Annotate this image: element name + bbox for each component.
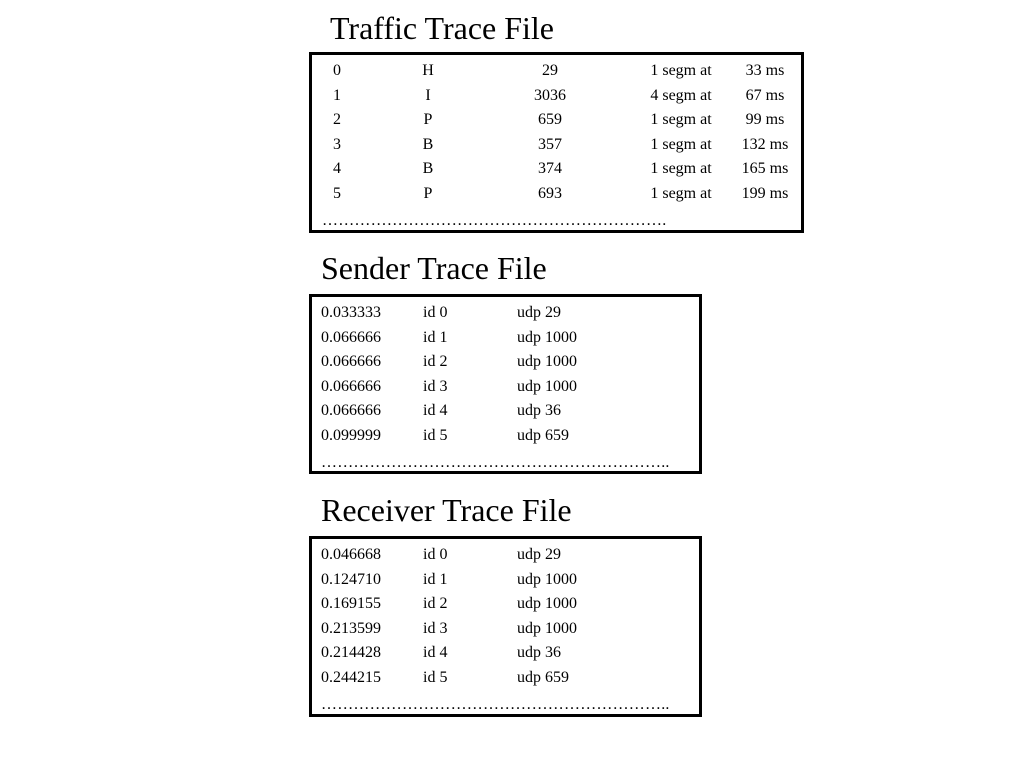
packet-id: id 1 (423, 328, 448, 346)
traffic-row (312, 59, 801, 83)
traffic-trace-ellipsis: ………………………………………………………. (322, 212, 667, 229)
event-time: 0.066666 (321, 353, 381, 370)
packet-id: id 1 (423, 570, 448, 588)
packet-info: udp 1000 (517, 353, 577, 370)
packet-info: udp 1000 (517, 328, 577, 346)
frame-type: B (422, 135, 434, 153)
packet-info: udp 1000 (517, 377, 577, 395)
event-time: 0.244215 (321, 668, 381, 686)
sender-trace-title: Sender Trace File (321, 250, 547, 286)
frame-number: 2 (333, 111, 341, 128)
receiver-trace-title: Receiver Trace File (321, 492, 572, 528)
frame-type: H (422, 62, 434, 79)
frame-time: 199 ms (741, 184, 789, 202)
event-time: 0.213599 (321, 619, 381, 637)
segment-count: 1 segm at (650, 62, 712, 79)
traffic-trace-box (309, 52, 804, 233)
packet-id: id 5 (423, 668, 448, 686)
traffic-trace-title: Traffic Trace File (330, 10, 554, 46)
sender-row (312, 301, 699, 325)
frame-size: 659 (538, 111, 562, 128)
receiver-row (312, 617, 699, 641)
sender-row (312, 350, 699, 374)
frame-size: 357 (538, 135, 562, 153)
frame-type: P (423, 111, 433, 128)
packet-id: id 3 (423, 619, 448, 637)
sender-row (312, 399, 699, 423)
packet-info: udp 36 (517, 402, 561, 419)
event-time: 0.214428 (321, 644, 381, 661)
packet-id: id 4 (423, 402, 448, 419)
traffic-row (312, 108, 801, 132)
receiver-trace-box (309, 536, 702, 717)
segment-count: 1 segm at (650, 111, 712, 128)
event-time: 0.099999 (321, 426, 381, 444)
packet-id: id 3 (423, 377, 448, 395)
packet-id: id 2 (423, 353, 448, 370)
segment-count: 1 segm at (650, 184, 712, 202)
packet-id: id 4 (423, 644, 448, 661)
frame-number: 1 (333, 86, 341, 104)
sender-trace-box (309, 294, 702, 474)
packet-info: udp 1000 (517, 570, 577, 588)
packet-info: udp 659 (517, 668, 569, 686)
packet-id: id 5 (423, 426, 448, 444)
traffic-row (312, 157, 801, 181)
receiver-row (312, 641, 699, 665)
event-time: 0.066666 (321, 402, 381, 419)
segment-count: 4 segm at (650, 86, 712, 104)
traffic-row (312, 182, 801, 206)
packet-info: udp 29 (517, 546, 561, 563)
packet-id: id 2 (423, 595, 448, 612)
frame-time: 33 ms (745, 62, 785, 79)
frame-number: 4 (333, 160, 341, 177)
sender-row (312, 424, 699, 448)
receiver-row (312, 666, 699, 690)
traffic-row (312, 133, 801, 157)
frame-size: 3036 (534, 86, 566, 104)
frame-type: B (422, 160, 434, 177)
frame-size: 29 (542, 62, 558, 79)
receiver-row (312, 568, 699, 592)
packet-info: udp 659 (517, 426, 569, 444)
frame-size: 374 (538, 160, 562, 177)
traffic-row (312, 84, 801, 108)
sender-row (312, 375, 699, 399)
event-time: 0.066666 (321, 377, 381, 395)
frame-time: 99 ms (745, 111, 785, 128)
frame-time: 132 ms (741, 135, 789, 153)
frame-type: I (425, 86, 431, 104)
frame-size: 693 (538, 184, 562, 202)
packet-info: udp 1000 (517, 595, 577, 612)
event-time: 0.124710 (321, 570, 381, 588)
event-time: 0.169155 (321, 595, 381, 612)
packet-id: id 0 (423, 546, 448, 563)
sender-trace-ellipsis: ……………………………………………………….. (321, 454, 670, 471)
packet-info: udp 1000 (517, 619, 577, 637)
event-time: 0.066666 (321, 328, 381, 346)
frame-time: 165 ms (741, 160, 789, 177)
frame-type: P (423, 184, 433, 202)
segment-count: 1 segm at (650, 135, 712, 153)
frame-time: 67 ms (745, 86, 785, 104)
packet-id: id 0 (423, 304, 448, 321)
segment-count: 1 segm at (650, 160, 712, 177)
receiver-row (312, 592, 699, 616)
event-time: 0.046668 (321, 546, 381, 563)
frame-number: 3 (333, 135, 341, 153)
frame-number: 0 (333, 62, 341, 79)
event-time: 0.033333 (321, 304, 381, 321)
packet-info: udp 36 (517, 644, 561, 661)
receiver-trace-ellipsis: ……………………………………………………….. (321, 696, 670, 713)
receiver-row (312, 543, 699, 567)
packet-info: udp 29 (517, 304, 561, 321)
sender-row (312, 326, 699, 350)
frame-number: 5 (333, 184, 341, 202)
